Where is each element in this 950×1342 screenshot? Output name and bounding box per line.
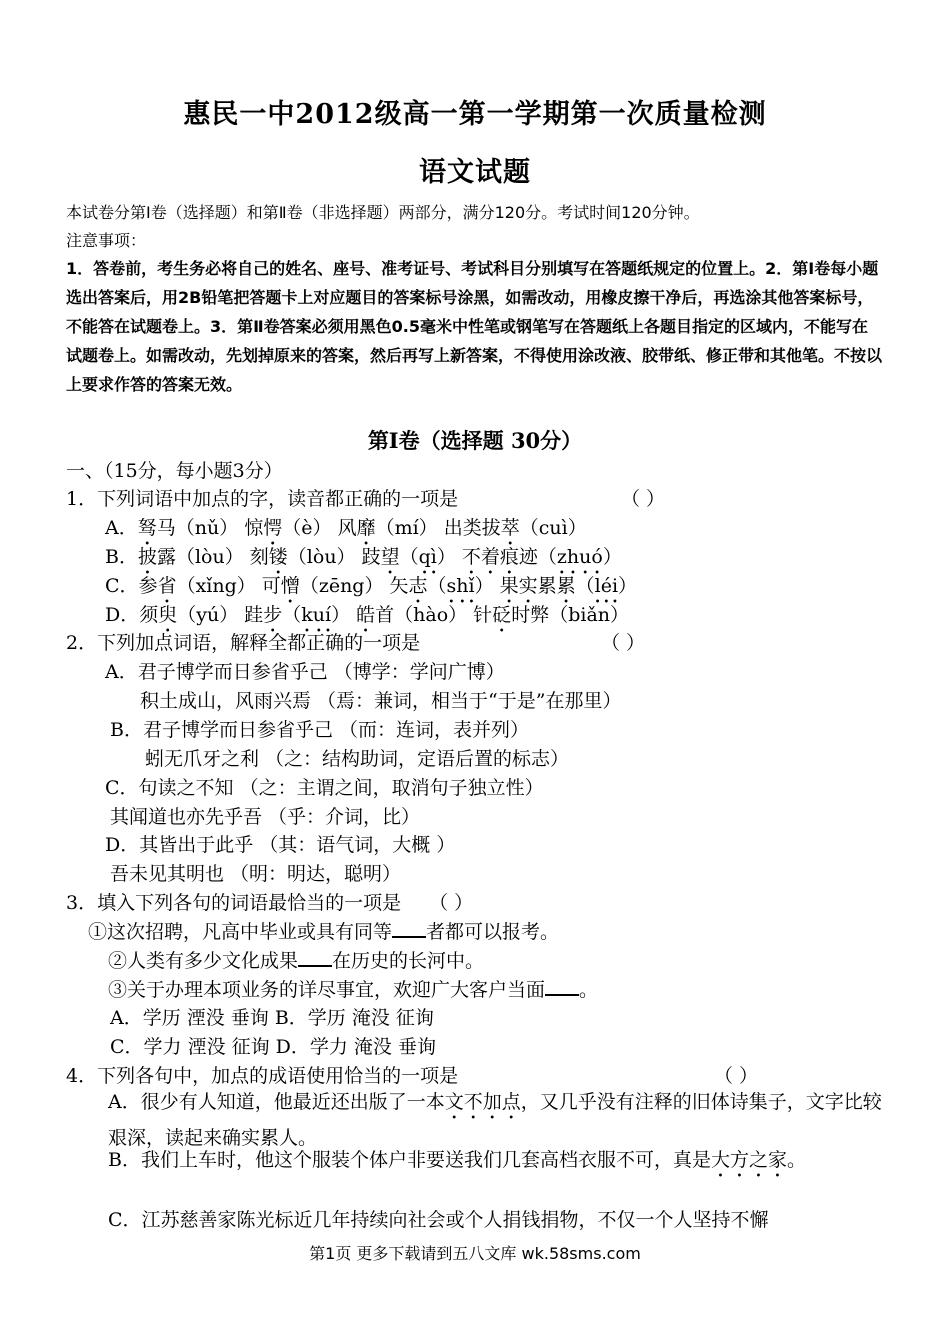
q4-option-b: B．我们上车时，他这个服装个体户非要送我们几套高档衣服不可，真是大方之家。 bbox=[108, 1149, 806, 1171]
q3-sentence-2: ②人类有多少文化成果 在历史的长河中。 bbox=[108, 946, 484, 973]
q4-stem: 4．下列各句中，加点的成语使用恰当的一项是 （ ） bbox=[66, 1061, 458, 1088]
q3-options-ab: A．学历 湮没 垂询 B．学历 淹没 征询 bbox=[110, 1007, 434, 1029]
q1-stem: 1．下列词语中加点的字，读音都正确的一项是 （ ） bbox=[66, 484, 458, 511]
notice-heading: 注意事项： bbox=[66, 231, 147, 250]
answer-bracket: （ ） bbox=[621, 488, 666, 510]
answer-bracket: （ ） bbox=[429, 892, 474, 914]
subject-title: 语文试题 bbox=[419, 157, 531, 188]
q4-option-a: A．很少有人知道，他最近还出版了一本文不加点，又几乎没有注释的旧体诗集子，文字比较艰深，读起来确实累人。 bbox=[108, 1091, 882, 1149]
answer-bracket: （ ） bbox=[601, 632, 646, 654]
part-heading: 一、（15分，每小题3分） bbox=[66, 460, 283, 482]
exam-title: 惠民一中2012级高一第一学期第一次质量检测 bbox=[183, 99, 767, 130]
q2-option-b2: 蚓无爪牙之利 （之：结构助词，定语后置的标志） bbox=[145, 748, 570, 770]
q2-option-a2: 积土成山，风雨兴焉 （焉：兼词，相当于“于是”在那里） bbox=[140, 690, 622, 712]
q3-sentence-3: ③关于办理本项业务的详尽事宜，欢迎广大客户当面 。 bbox=[108, 975, 598, 1002]
intro-text: 本试卷分第Ⅰ卷（选择题）和第Ⅱ卷（非选择题）两部分，满分120分。考试时间120分钟。 bbox=[66, 203, 700, 222]
notice-body: 1．答卷前，考生务必将自己的姓名、座号、准考证号、考试科目分别填写在答题纸规定的位置上。2．第Ⅰ卷每小题选出答案后，用2B铅笔把答题卡上对应题目的答案标号涂黑，如需改动，用橡皮擦干净后，再选涂其他答案标号，不能答在试题卷上。3．第Ⅱ卷答案必须用黑色0.5毫米中性笔或钢笔写在答题纸上各题目指定的区域内，不能写在试题卷上。如需改动，先划掉原来的答案，然后再写上新答案，不得使用涂改液、胶带纸、修正带和其他笔。不按以上要求作答的答案无效。 bbox=[66, 259, 883, 394]
fill-blank bbox=[545, 976, 579, 996]
q4-option-c: C．江苏慈善家陈光标近几年持续向社会或个人捐钱捐物，不仅一个人坚持不懈 bbox=[108, 1209, 769, 1231]
q3-sentence-1: ①这次招聘，凡高中毕业或具有同等 者都可以报考。 bbox=[88, 917, 559, 944]
q2-option-d1: D．其皆出于此乎 （其：语气词，大概 ） bbox=[105, 834, 456, 856]
q1-option-d: D．须臾（yú） 跬步（kuí） 皓首（hào） 针砭时弊（biǎn） bbox=[105, 604, 630, 626]
section-heading: 第Ⅰ卷（选择题 30分） bbox=[367, 428, 583, 453]
q2-option-b1: B．君子博学而日参省乎己 （而：连词，表并列） bbox=[110, 719, 530, 741]
q2-stem: 2．下列加点词语，解释全都正确的一项是 （ ） bbox=[66, 628, 420, 655]
fill-blank bbox=[298, 947, 332, 967]
q3-stem: 3．填入下列各句的词语最恰当的一项是 （ ） bbox=[66, 892, 474, 914]
q2-option-d2: 吾未见其明也 （明：明达，聪明） bbox=[110, 863, 402, 885]
q1-option-c: C．参省（xǐng） 可憎（zēng） 矢志（shǐ） 果实累累（léi） bbox=[105, 575, 638, 597]
q2-option-c1: C．句读之不知 （之：主谓之间，取消句子独立性） bbox=[105, 777, 544, 799]
q3-options-cd: C．学力 湮没 征询 D．学力 淹没 垂询 bbox=[110, 1036, 436, 1058]
q2-option-c2: 其闻道也亦先乎吾 （乎：介词，比） bbox=[110, 806, 421, 828]
q1-option-b: B．披露（lòu） 刻镂（lòu） 跂望（qì） 不着痕迹（zhuó） bbox=[105, 546, 622, 568]
q1-option-a: A．驽马（nǔ） 惊愕（è） 风靡（mí） 出类拔萃（cuì） bbox=[105, 517, 587, 539]
page-footer: 第1页 更多下载请到五八文库 wk.58sms.com bbox=[309, 1244, 641, 1263]
fill-blank bbox=[392, 918, 426, 938]
q2-option-a1: A．君子博学而日参省乎己 （博学：学问广博） bbox=[105, 661, 505, 683]
answer-bracket: （ ） bbox=[714, 1065, 759, 1087]
